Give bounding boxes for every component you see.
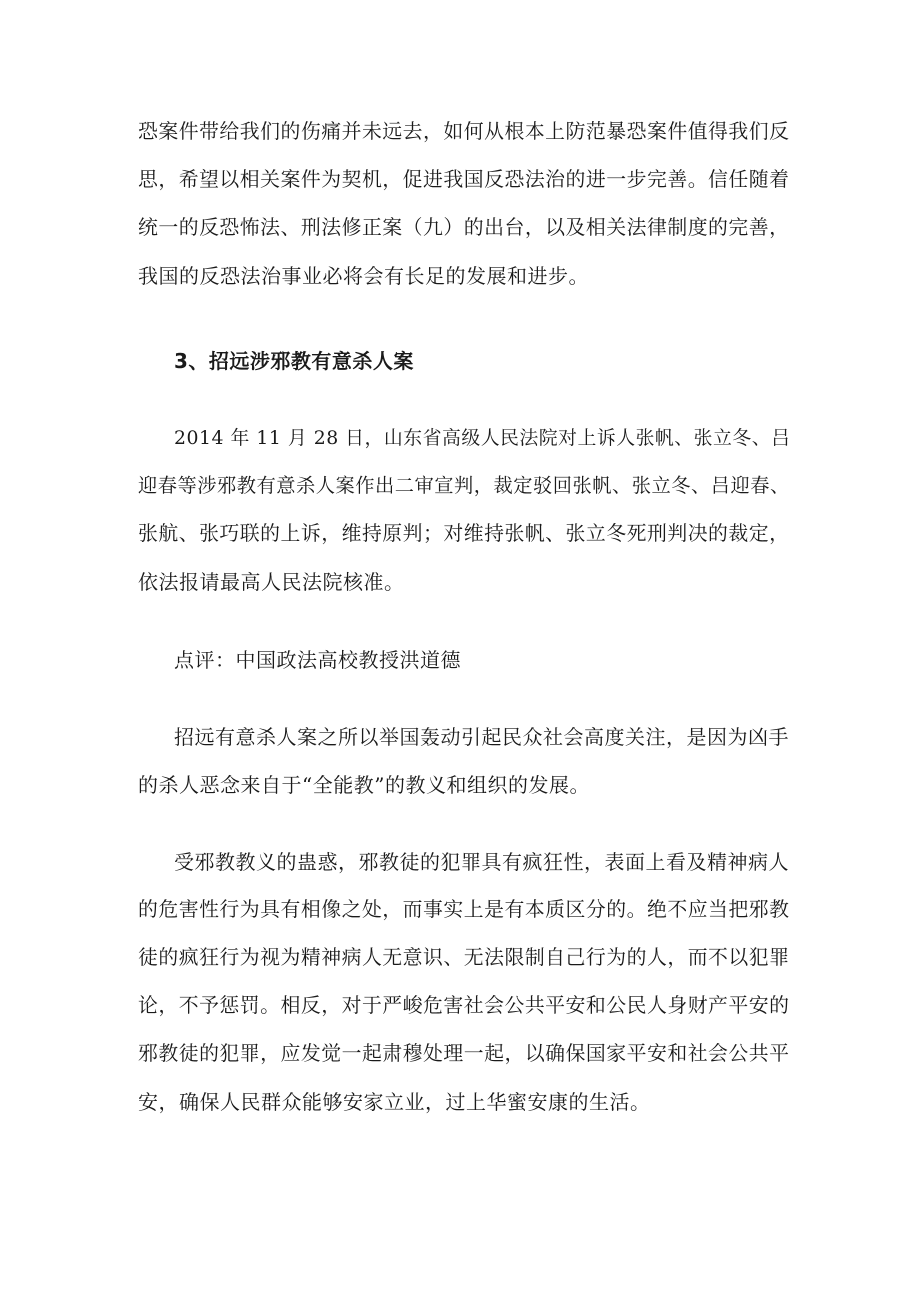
paragraph-4-line-1: 招远有意杀人案之所以举国轰动引起民众社会高度关注，是因为凶手 <box>174 725 789 749</box>
paragraph-1-line-1: 恐案件带给我们的伤痛并未远去，如何从根本上防范暴恐案件值得我们反 <box>138 120 790 143</box>
paragraph-1-line-2: 思，希望以相关案件为契机，促进我国反恐法治的进一步完善。信任随着 <box>138 168 790 191</box>
paragraph-2-line-4: 依法报请最高人民法院核准。 <box>138 570 405 594</box>
paragraph-4-line-2: 的杀人恶念来自于“全能教”的教义和组织的发展。 <box>138 773 590 797</box>
paragraph-5-line-1: 受邪教教义的蛊惑，邪教徒的犯罪具有疯狂性，表面上看及精神病人 <box>174 850 789 874</box>
paragraph-5-line-5: 邪教徒的犯罪，应发觉一起肃穆处理一起，以确保国家平安和社会公共平 <box>138 1042 790 1065</box>
paragraph-1-line-3: 统一的反恐怖法、刑法修正案（九）的出台，以及相关法律制度的完善， <box>138 216 790 239</box>
paragraph-2-line-3: 张航、张巧联的上诉，维持原判；对维持张帆、张立冬死刑判决的裁定， <box>138 522 790 545</box>
paragraph-2-line-2: 迎春等涉邪教有意杀人案作出二审宣判，裁定驳回张帆、张立冬、吕迎春、 <box>138 474 790 497</box>
paragraph-1-line-4: 我国的反恐法治事业必将会有长足的发展和进步。 <box>138 264 589 288</box>
paragraph-5-line-4: 论，不予惩罚。相反，对于严峻危害社会公共平安和公民人身财产平安的 <box>138 994 790 1017</box>
paragraph-2-line-1: 2014 年 11 月 28 日，山东省高级人民法院对上诉人张帆、张立冬、吕 <box>174 427 791 449</box>
commentary-attribution: 点评：中国政法高校教授洪道德 <box>174 648 461 672</box>
section-heading: 3、招远涉邪教有意杀人案 <box>174 349 414 373</box>
paragraph-5-line-3: 徒的疯狂行为视为精神病人无意识、无法限制自己行为的人，而不以犯罪 <box>138 946 790 969</box>
paragraph-5-line-6: 安，确保人民群众能够安家立业，过上华蜜安康的生活。 <box>138 1090 651 1114</box>
paragraph-5-line-2: 的危害性行为具有相像之处，而事实上是有本质区分的。绝不应当把邪教 <box>138 898 790 921</box>
